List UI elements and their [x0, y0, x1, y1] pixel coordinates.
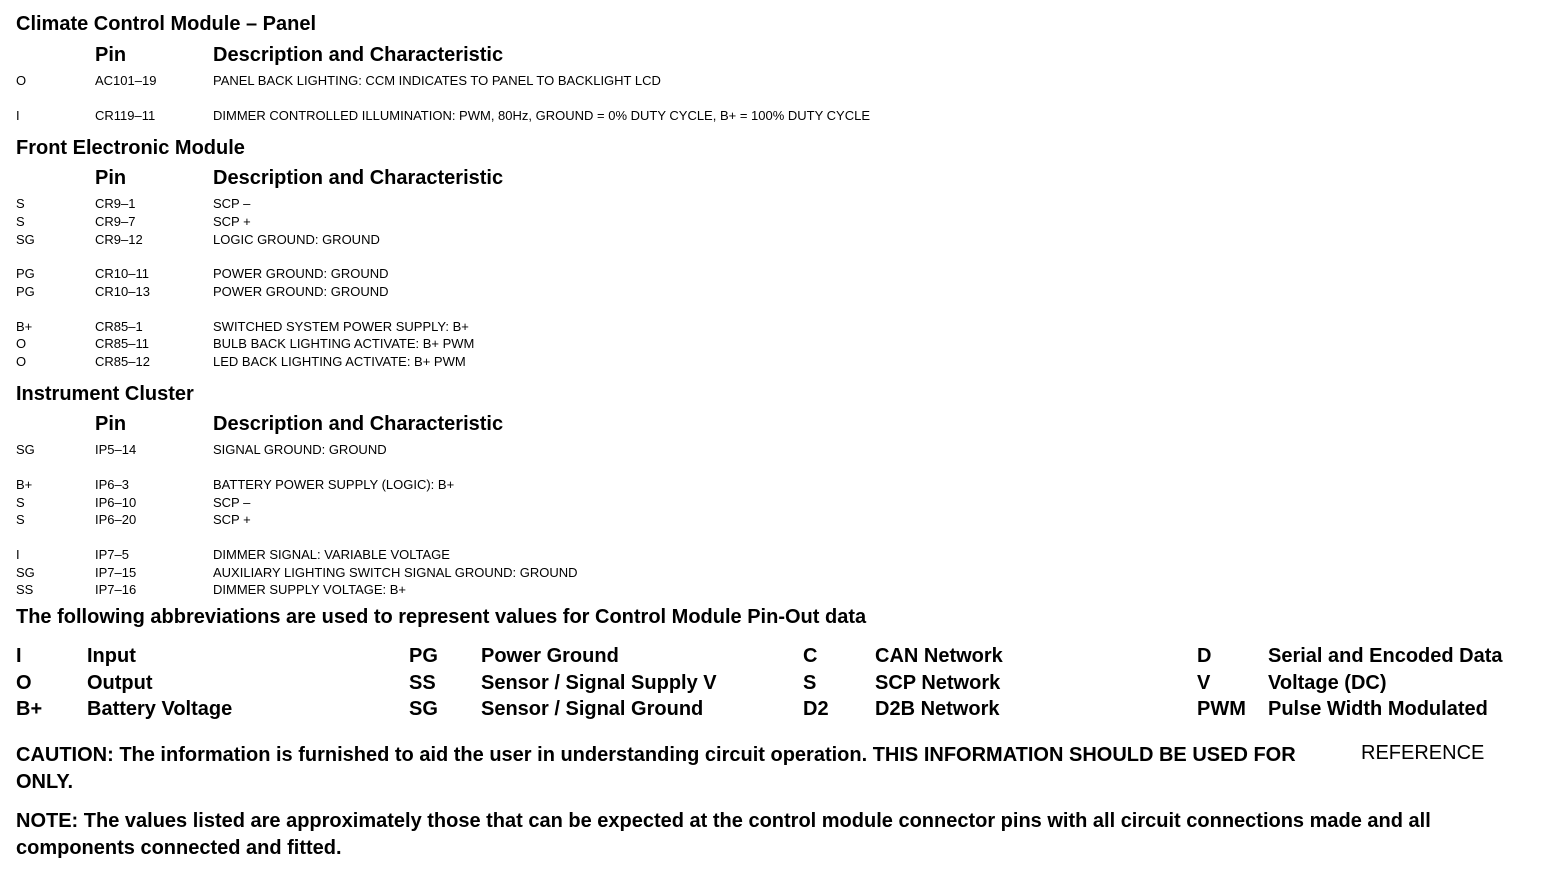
pin-id: IP6–20	[95, 512, 137, 527]
pin-id: IP7–5	[95, 547, 129, 562]
pin-id: CR119–11	[95, 108, 156, 123]
pin-type: B+	[16, 477, 33, 492]
caution-text: CAUTION: The information is furnished to aid the user in understanding circuit operation. THIS INFORMATION SHOULD BE USED FOR	[16, 744, 1296, 766]
pin-row	[0, 564, 1000, 581]
column-header-pin: Pin	[95, 44, 127, 66]
pin-row	[0, 213, 1000, 230]
pin-row	[0, 231, 1000, 248]
abbreviation-meaning: Sensor / Signal Ground	[481, 698, 704, 720]
abbreviation-code: V	[1197, 672, 1211, 694]
pin-description: DIMMER SIGNAL: VARIABLE VOLTAGE	[213, 547, 450, 562]
pin-description: SCP –	[213, 196, 251, 211]
abbreviation-meaning: Power Ground	[481, 645, 619, 667]
pin-description: SCP +	[213, 214, 251, 229]
pin-id: AC101–19	[95, 73, 157, 88]
abbreviation-meaning: Voltage (DC)	[1268, 672, 1387, 694]
pin-id: IP7–16	[95, 582, 137, 597]
pin-type: I	[16, 547, 20, 562]
pin-description: LOGIC GROUND: GROUND	[213, 232, 380, 247]
pin-id: IP6–3	[95, 477, 129, 492]
pin-description: POWER GROUND: GROUND	[213, 284, 389, 299]
pin-id: CR10–13	[95, 284, 150, 299]
section-title-ccm: Climate Control Module – Panel	[16, 13, 317, 35]
pin-row	[0, 72, 1000, 89]
section-title-instrument-cluster: Instrument Cluster	[16, 383, 194, 405]
pin-id: CR10–11	[95, 266, 149, 281]
pin-row	[0, 283, 1000, 300]
note-text: NOTE: The values listed are approximately those that can be expected at the control module connector pins with all circuit connections made and all components connected and fitted.	[16, 810, 1431, 859]
abbreviation-code: S	[803, 672, 817, 694]
pin-type: PG	[16, 266, 35, 281]
abbreviation-meaning: CAN Network	[875, 645, 1003, 667]
pin-type: S	[16, 512, 25, 527]
pin-id: IP7–15	[95, 565, 137, 580]
abbreviation-meaning: Serial and Encoded Data	[1268, 645, 1503, 667]
pin-row	[0, 441, 1000, 458]
pin-description: BULB BACK LIGHTING ACTIVATE: B+ PWM	[213, 336, 475, 351]
abbreviation-meaning: Output	[87, 672, 153, 694]
pin-type: B+	[16, 319, 33, 334]
abbreviation-code: PG	[409, 645, 438, 667]
pin-id: IP6–10	[95, 495, 137, 510]
pin-row	[0, 511, 1000, 528]
pin-row	[0, 107, 1000, 124]
column-header-pin: Pin	[95, 413, 127, 435]
pin-id: IP5–14	[95, 442, 137, 457]
pin-row	[0, 265, 1000, 282]
pin-type: PG	[16, 284, 35, 299]
pin-type: S	[16, 196, 25, 211]
abbreviation-meaning: Sensor / Signal Supply V	[481, 672, 717, 694]
column-header-description: Description and Characteristic	[213, 167, 504, 189]
column-header-pin: Pin	[95, 167, 127, 189]
pin-id: CR9–12	[95, 232, 143, 247]
abbreviation-meaning: Input	[87, 645, 136, 667]
pin-id: CR85–1	[95, 319, 143, 334]
pin-description: SCP –	[213, 495, 251, 510]
pin-type: SG	[16, 565, 35, 580]
abbreviation-code: O	[16, 672, 32, 694]
abbreviation-code: PWM	[1197, 698, 1246, 720]
pin-type: S	[16, 214, 25, 229]
pin-type: O	[16, 73, 27, 88]
pin-description: PANEL BACK LIGHTING: CCM INDICATES TO PANEL TO BACKLIGHT LCD	[213, 73, 661, 88]
pin-type: O	[16, 354, 27, 369]
abbreviation-meaning: Battery Voltage	[87, 698, 233, 720]
abbreviation-code: I	[16, 645, 22, 667]
pin-id: CR85–12	[95, 354, 150, 369]
pin-row	[0, 546, 1000, 563]
abbreviation-code: D	[1197, 645, 1212, 667]
pin-type: O	[16, 336, 27, 351]
pin-description: SWITCHED SYSTEM POWER SUPPLY: B+	[213, 319, 469, 334]
caution-text-last-line: ONLY.	[16, 771, 74, 793]
section-title-fem: Front Electronic Module	[16, 137, 245, 159]
pin-description: BATTERY POWER SUPPLY (LOGIC): B+	[213, 477, 455, 492]
pin-description: AUXILIARY LIGHTING SWITCH SIGNAL GROUND: GROUND	[213, 565, 578, 580]
column-header-description: Description and Characteristic	[213, 44, 504, 66]
pin-row	[0, 353, 1000, 370]
pin-id: CR85–11	[95, 336, 149, 351]
pin-row	[0, 476, 1000, 493]
pin-row	[0, 335, 1000, 352]
abbreviation-meaning: Pulse Width Modulated	[1268, 698, 1488, 720]
pin-row	[0, 581, 1000, 598]
column-header-description: Description and Characteristic	[213, 413, 504, 435]
pin-description: POWER GROUND: GROUND	[213, 266, 389, 281]
abbreviation-meaning: D2B Network	[875, 698, 1000, 720]
pin-type: SS	[16, 582, 34, 597]
pin-id: CR9–7	[95, 214, 136, 229]
pin-description: DIMMER CONTROLLED ILLUMINATION: PWM, 80Hz, GROUND = 0% DUTY CYCLE, B+ = 100% DUTY CYCLE	[213, 108, 871, 123]
pin-id: CR9–1	[95, 196, 136, 211]
abbreviation-code: SG	[409, 698, 438, 720]
pin-row	[0, 318, 1000, 335]
pin-type: S	[16, 495, 25, 510]
pin-row	[0, 195, 1000, 212]
pin-type: I	[16, 108, 20, 123]
pin-row	[0, 494, 1000, 511]
pin-description: SCP +	[213, 512, 251, 527]
abbreviation-code: C	[803, 645, 818, 667]
abbreviation-code: B+	[16, 698, 43, 720]
pin-description: SIGNAL GROUND: GROUND	[213, 442, 387, 457]
abbreviation-meaning: SCP Network	[875, 672, 1001, 694]
pin-description: LED BACK LIGHTING ACTIVATE: B+ PWM	[213, 354, 466, 369]
abbreviation-code: SS	[409, 672, 436, 694]
abbreviations-intro: The following abbreviations are used to represent values for Control Module Pin-Out data	[16, 606, 867, 628]
abbreviation-code: D2	[803, 698, 829, 720]
pin-description: DIMMER SUPPLY VOLTAGE: B+	[213, 582, 407, 597]
pin-type: SG	[16, 442, 35, 457]
pin-type: SG	[16, 232, 35, 247]
caution-text-tail: REFERENCE	[1361, 742, 1485, 764]
